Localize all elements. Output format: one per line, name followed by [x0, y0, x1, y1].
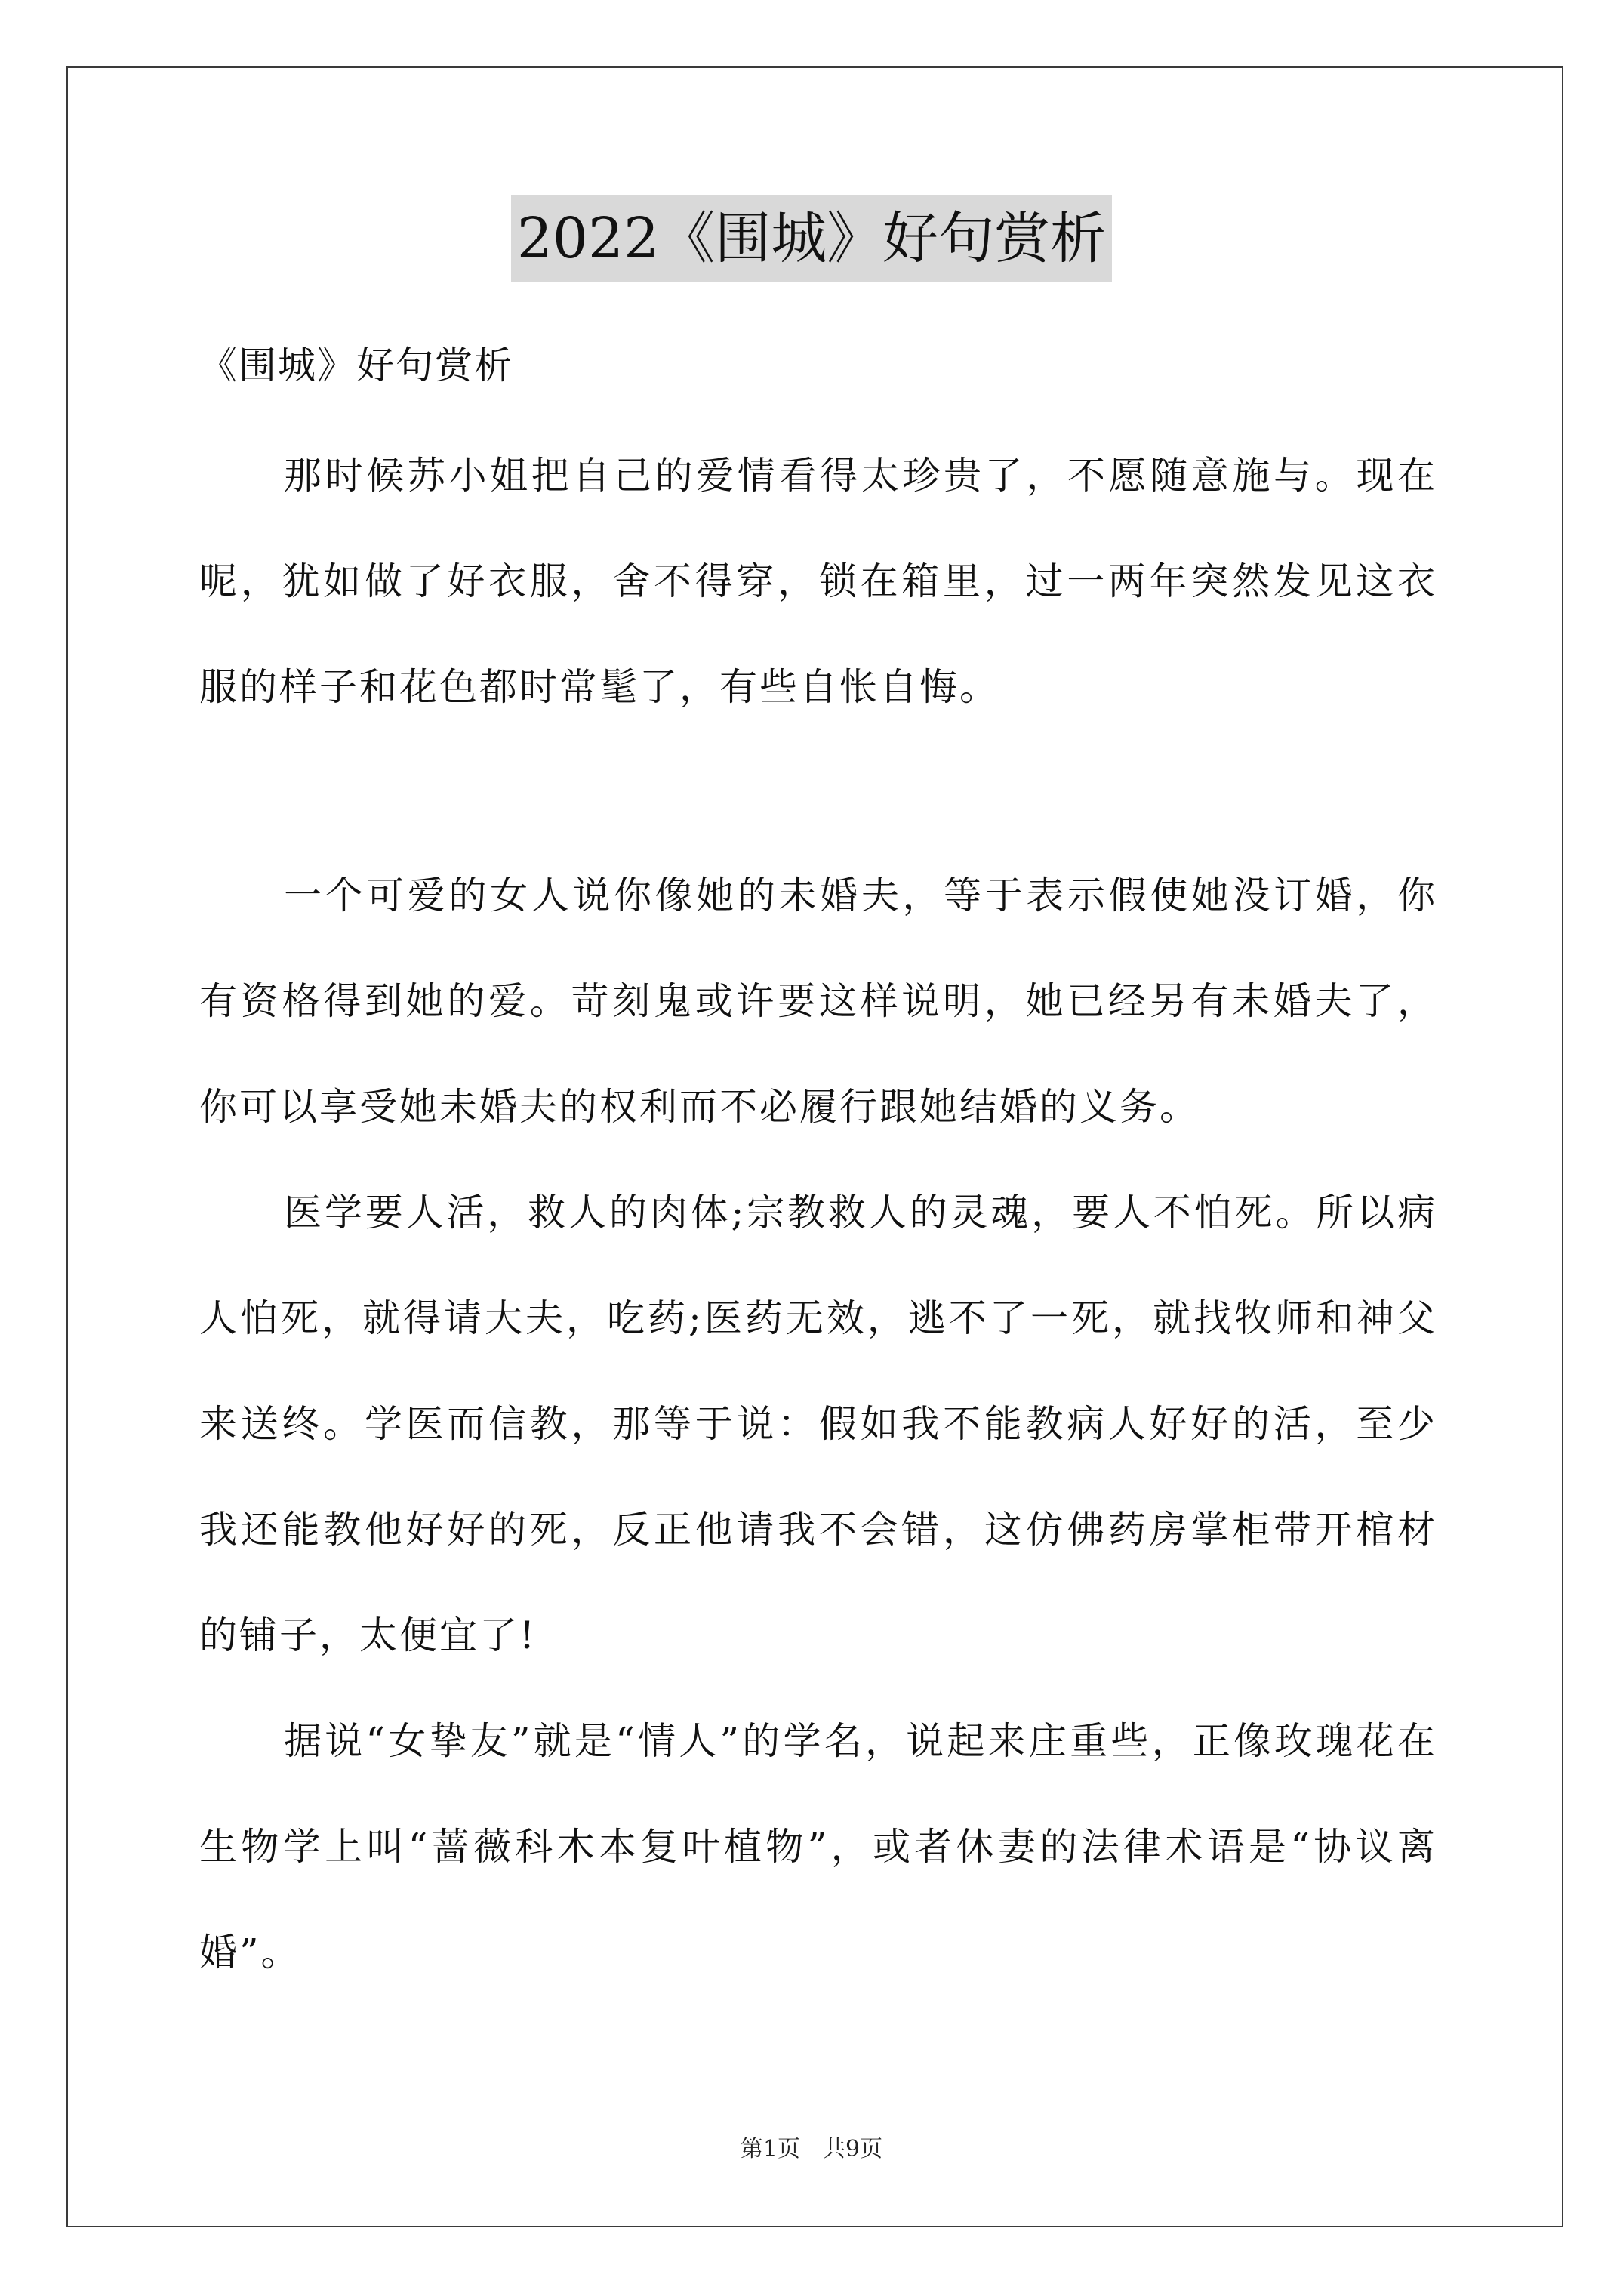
paragraph: 那时候苏小姐把自己的爱情看得太珍贵了，不愿随意施与。现在呢，犹如做了好衣服，舍不得穿，锁在箱里，过一两年突然发见这衣服的样子和花色都时常髦了，有些自怅自悔。 — [199, 454, 1437, 709]
document-subtitle: 《围城》好句赏析 — [199, 344, 513, 387]
paragraph-gap — [199, 740, 1437, 843]
document-title: 2022《围城》好句赏析 — [511, 195, 1112, 282]
paragraph: 据说“女挚友”就是“情人”的学名，说起来庄重些，正像玫瑰花在生物学上叫“蔷薇科木本复叶植物”，或者休妻的法律术语是“协议离婚”。 — [199, 1719, 1437, 1974]
paragraph: 医学要人活，救人的肉体;宗教救人的灵魂，要人不怕死。所以病人怕死，就得请大夫，吃药;医药无效，逃不了一死，就找牧师和神父来送终。学医而信教，那等于说：假如我不能教病人好好的活，至少我还能教他好好的死，反正他请我不会错，这仿佛药房掌柜带开棺材的铺子，太便宜了! — [199, 1191, 1437, 1657]
paragraph: 一个可爱的女人说你像她的未婚夫，等于表示假使她没订婚，你有资格得到她的爱。苛刻鬼或许要这样说明，她已经另有未婚夫了，你可以享受她未婚夫的权利而不必履行跟她结婚的义务。 — [199, 874, 1437, 1129]
document-body — [199, 338, 1437, 2005]
page-footer: 第1页 共9页 — [740, 2136, 883, 2162]
title-container — [0, 195, 1623, 282]
